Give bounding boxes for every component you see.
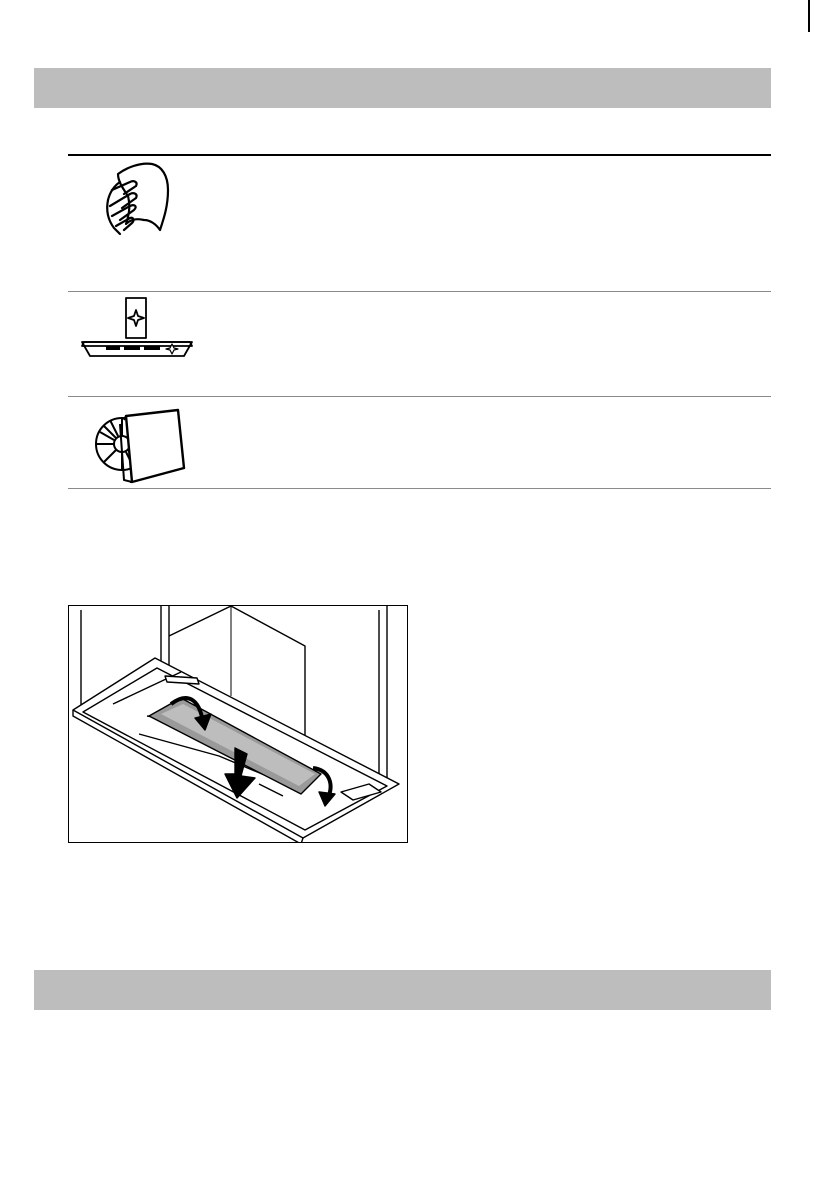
grease-filter-icon — [94, 404, 186, 486]
section-header-bar — [34, 970, 771, 1010]
table-row-divider — [68, 291, 771, 292]
table-top-rule — [68, 154, 771, 156]
table-bottom-rule — [68, 488, 771, 489]
section-header-bar — [34, 68, 771, 108]
hood-clean-sparkle-icon — [80, 296, 195, 364]
table-row-divider — [68, 396, 771, 397]
hood-filter-removal-figure — [68, 605, 408, 843]
page-edge-marker — [808, 0, 810, 32]
cloth-wipe-icon — [100, 160, 176, 240]
